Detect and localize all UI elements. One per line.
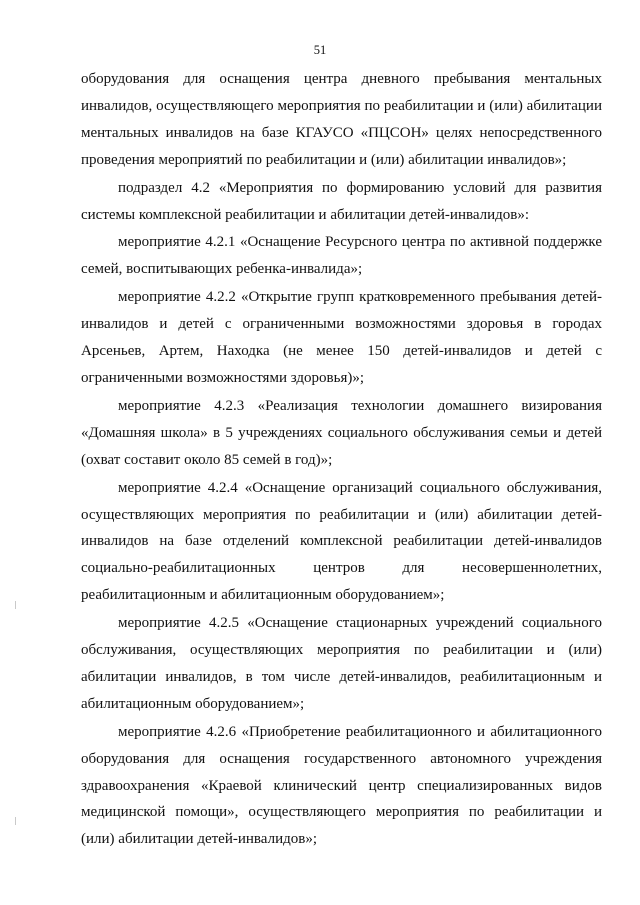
paragraph-measure-4-2-4: мероприятие 4.2.4 «Оснащение организаций социального обслуживания, осуществляющих мероприятия по реабилитации и (или) абилитации детей-инвалидов на базе отделений комплексной реабилитации детей-инвалидов социально-реабилитационных центров для несовершеннолетних, реабилитационным и абилитационным оборудованием»; — [81, 479, 602, 604]
paragraph-measure-4-2-5: мероприятие 4.2.5 «Оснащение стационарных учреждений социального обслуживания, осуществляющих мероприятия по реабилитации и (или) абилитации инвалидов, в том числе детей-инвалидов, реабилитационным и абилитационным оборудованием»; — [81, 615, 602, 712]
document-body — [81, 66, 602, 854]
paragraph-measure-4-2-2: мероприятие 4.2.2 «Открытие групп кратковременного пребывания детей-инвалидов и детей с ограниченными возможностями здоровья в городах Арсеньев, Артем, Находка (не менее 150 детей-инвалидов и детей с ограниченными возможностями здоровья)»; — [81, 289, 602, 386]
scan-margin-mark — [15, 817, 16, 825]
paragraph-measure-4-2-3: мероприятие 4.2.3 «Реализация технологии домашнего визирования «Домашняя школа» в 5 учреждениях социального обслуживания семьи и детей (охват составит около 85 семей в год)»; — [81, 397, 602, 468]
paragraph-subsection-4-2: подраздел 4.2 «Мероприятия по формированию условий для развития системы комплексной реабилитации и абилитации детей-инвалидов»: — [81, 179, 602, 223]
paragraph-continued: оборудования для оснащения центра дневного пребывания ментальных инвалидов, осуществляющего мероприятия по реабилитации и (или) абилитации ментальных инвалидов на базе КГАУСО «ПЦСОН» целях непосредственного проведения мероприятий по реабилитации и (или) абилитации инвалидов»; — [81, 71, 602, 168]
page-number: 51 — [313, 43, 327, 57]
paragraph-measure-4-2-1: мероприятие 4.2.1 «Оснащение Ресурсного центра по активной поддержке семей, воспитывающих ребенка-инвалида»; — [81, 234, 602, 278]
scan-margin-mark — [15, 601, 16, 609]
paragraph-measure-4-2-6: мероприятие 4.2.6 «Приобретение реабилитационного и абилитационного оборудования для оснащения государственного автономного учреждения здравоохранения «Краевой клинический центр специализированных видов медицинской помощи», осуществляющего мероприятия по реабилитации и (или) абилитации детей-инвалидов»; — [81, 723, 602, 848]
